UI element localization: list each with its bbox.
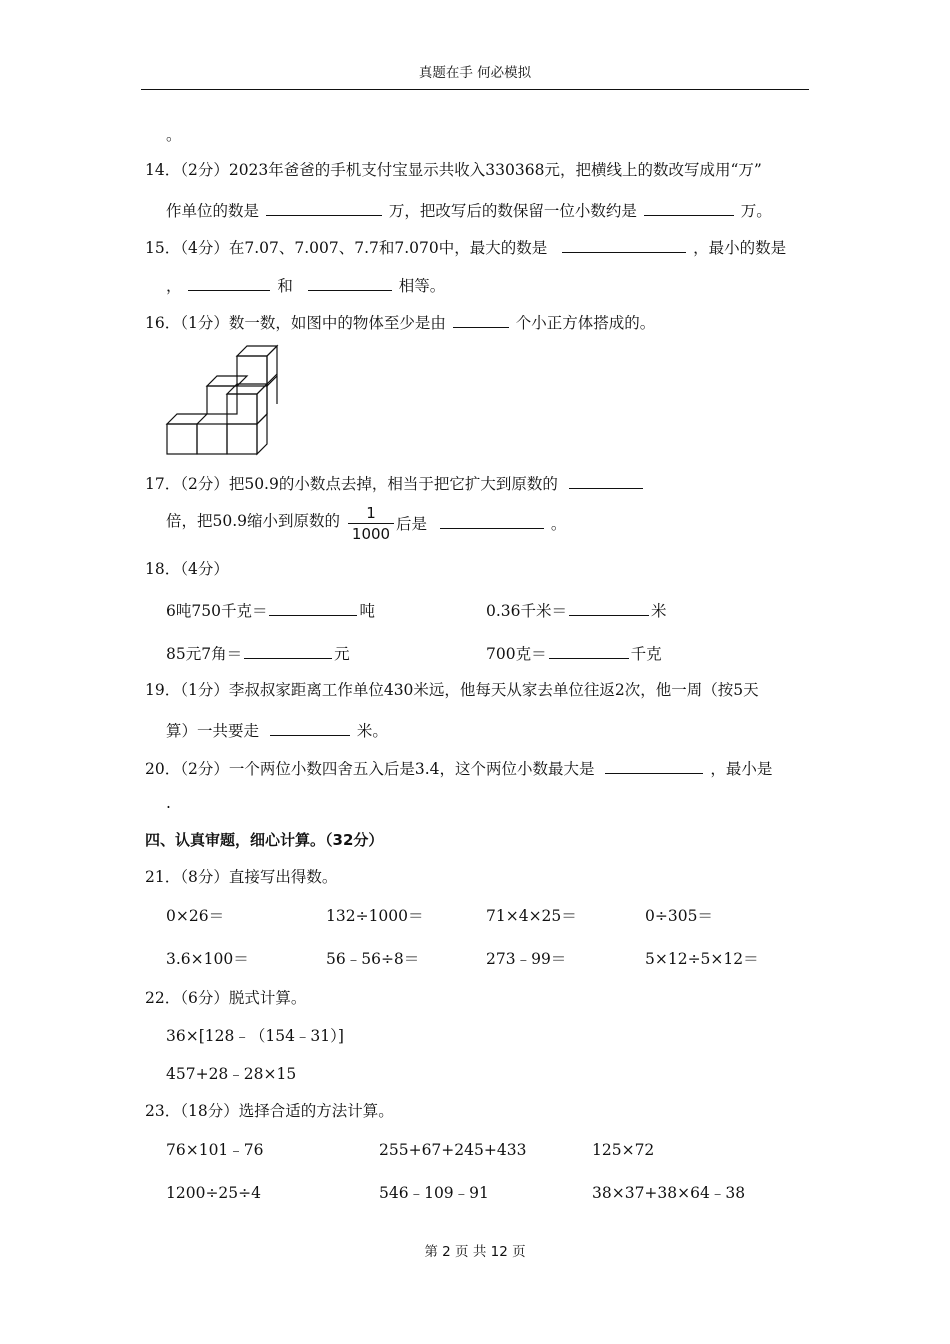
q15-line1 — [145, 238, 786, 257]
q23-title: 23．（18分）选择合适的方法计算。 — [145, 1102, 394, 1120]
q22-item-2: 457+28﹣28×15 — [166, 1065, 297, 1083]
q16-text-a: 16．（1分）数一数，如图中的物体至少是由 — [145, 314, 446, 332]
q21-r2-c3: 273﹣99＝ — [486, 950, 567, 968]
q18-item-d — [486, 644, 662, 663]
q14-blank-1[interactable] — [266, 201, 382, 216]
q23-r2-c1: 1200÷25÷4 — [166, 1184, 262, 1202]
cube-upper-left-side — [267, 346, 277, 386]
q18-d-blank[interactable] — [549, 644, 629, 659]
cube-right-mid — [227, 394, 257, 424]
fraction-bar — [348, 523, 394, 524]
q16-line1 — [145, 313, 655, 332]
q14-text-c: 万。 — [740, 202, 772, 220]
q20-line1 — [145, 759, 772, 778]
q18-item-a — [166, 601, 375, 620]
fraction-denominator: 1000 — [351, 525, 391, 543]
q21-r2-c2: 56﹣56÷8＝ — [326, 950, 420, 968]
q17-blank-2[interactable] — [440, 514, 544, 529]
q15-text-e: 相等。 — [398, 277, 446, 295]
q16-blank[interactable] — [453, 313, 509, 328]
q18-b-blank[interactable] — [569, 601, 649, 616]
q21-r1-c2: 132÷1000＝ — [326, 907, 424, 925]
q14-text-a: 作单位的数是 — [166, 202, 260, 220]
q15-text-d: 和 — [277, 277, 293, 295]
q18-c-blank[interactable] — [244, 644, 332, 659]
q15-line2 — [166, 276, 445, 295]
header-divider — [141, 89, 809, 90]
q16-text-b: 个小正方体搭成的。 — [515, 314, 656, 332]
q15-blank-equal-1[interactable] — [188, 276, 270, 291]
q17-text-b: 倍，把50.9缩小到原数的 — [166, 512, 341, 530]
cube-stack-figure — [163, 344, 279, 458]
q17-line1 — [145, 474, 645, 493]
q19-line1: 19．（1分）李叔叔家距离工作单位430米远，他每天从家去单位往返2次，他一周（按5天 — [145, 681, 759, 699]
q17-text-d: 。 — [550, 515, 567, 533]
q18-c-unit: 元 — [334, 645, 350, 663]
fraction-numerator: 1 — [366, 504, 376, 522]
q18-item-c — [166, 644, 350, 663]
q18-b-text: 0.36千米＝ — [486, 602, 568, 620]
cube-bottom-1 — [167, 424, 197, 454]
cube-left-mid — [207, 386, 237, 414]
q14-line1: 14．（2分）2023年爸爸的手机支付宝显示共收入330368元，把横线上的数改写成用“万” — [145, 161, 762, 179]
cube-column-edge-3 — [267, 374, 277, 384]
q19-blank[interactable] — [270, 721, 350, 736]
q20-blank-max[interactable] — [605, 759, 703, 774]
q17-text-c: 后是 — [396, 515, 428, 533]
q18-item-b — [486, 601, 667, 620]
q21-r2-c4: 5×12÷5×12＝ — [645, 950, 759, 968]
q15-blank-equal-2[interactable] — [308, 276, 392, 291]
q20-text-b: ，最小是 — [710, 760, 773, 778]
q18-b-unit: 米 — [651, 602, 667, 620]
q21-r1-c1: 0×26＝ — [166, 907, 225, 925]
page-header: 真题在手 何必模拟 — [418, 65, 532, 81]
q23-r1-c3: 125×72 — [592, 1141, 655, 1159]
q22-title: 22．（6分）脱式计算。 — [145, 989, 307, 1007]
q17-fraction — [348, 505, 394, 542]
q22-item-1: 36×[128﹣（154﹣31）] — [166, 1027, 344, 1045]
q18-d-text: 700克＝ — [486, 645, 547, 663]
q15-text-c: ， — [166, 277, 182, 295]
q18-a-text: 6吨750千克＝ — [166, 602, 268, 620]
q17-line2-tail — [396, 514, 566, 533]
q23-r1-c1: 76×101﹣76 — [166, 1141, 264, 1159]
q23-r2-c3: 38×37+38×64﹣38 — [592, 1184, 746, 1202]
q14-line2 — [166, 201, 772, 220]
q18-a-unit: 吨 — [359, 602, 375, 620]
q14-text-b: 万，把改写后的数保留一位小数约是 — [388, 202, 637, 220]
q18-a-blank[interactable] — [269, 601, 357, 616]
q23-r1-c2: 255+67+245+433 — [379, 1141, 527, 1159]
q20-text-a: 20．（2分）一个两位小数四舍五入后是3.4，这个两位小数最大是 — [145, 760, 595, 778]
orphan-punctuation: 。 — [166, 126, 182, 144]
cube-bottom-3-side — [257, 414, 267, 454]
q19-text-b: 米。 — [356, 722, 388, 740]
q21-r1-c3: 71×4×25＝ — [486, 907, 577, 925]
q21-title: 21．（8分）直接写出得数。 — [145, 868, 338, 886]
q15-blank-max[interactable] — [562, 238, 686, 253]
q18-c-text: 85元7角＝ — [166, 645, 243, 663]
q17-text-a: 17．（2分）把50.9的小数点去掉，相当于把它扩大到原数的 — [145, 475, 558, 493]
q19-line2 — [166, 721, 388, 740]
q21-r1-c4: 0÷305＝ — [645, 907, 713, 925]
q20-line2: . — [166, 794, 171, 812]
q14-blank-2[interactable] — [644, 201, 734, 216]
q19-text-a: 算）一共要走 — [166, 722, 260, 740]
cube-right-mid-side — [257, 384, 267, 424]
section-4-title: 四、认真审题，细心计算。（32分） — [145, 831, 384, 849]
q15-text-a: 15．（4分）在7.07、7.007、7.7和7.070中，最大的数是 — [145, 239, 548, 257]
cube-bottom-2 — [197, 424, 227, 454]
q21-r2-c1: 3.6×100＝ — [166, 950, 249, 968]
q17-blank-1[interactable] — [569, 474, 643, 489]
q23-r2-c2: 546﹣109﹣91 — [379, 1184, 489, 1202]
q15-text-b: ，最小的数是 — [693, 239, 787, 257]
cube-bottom-3 — [227, 424, 257, 454]
cube-upper-left-top — [237, 346, 277, 356]
q18-title: 18．（4分） — [145, 560, 229, 578]
page-footer: 第 2 页 共 12 页 — [424, 1244, 526, 1260]
cube-bottom-1-top — [167, 414, 207, 424]
q18-d-unit: 千克 — [630, 645, 662, 663]
